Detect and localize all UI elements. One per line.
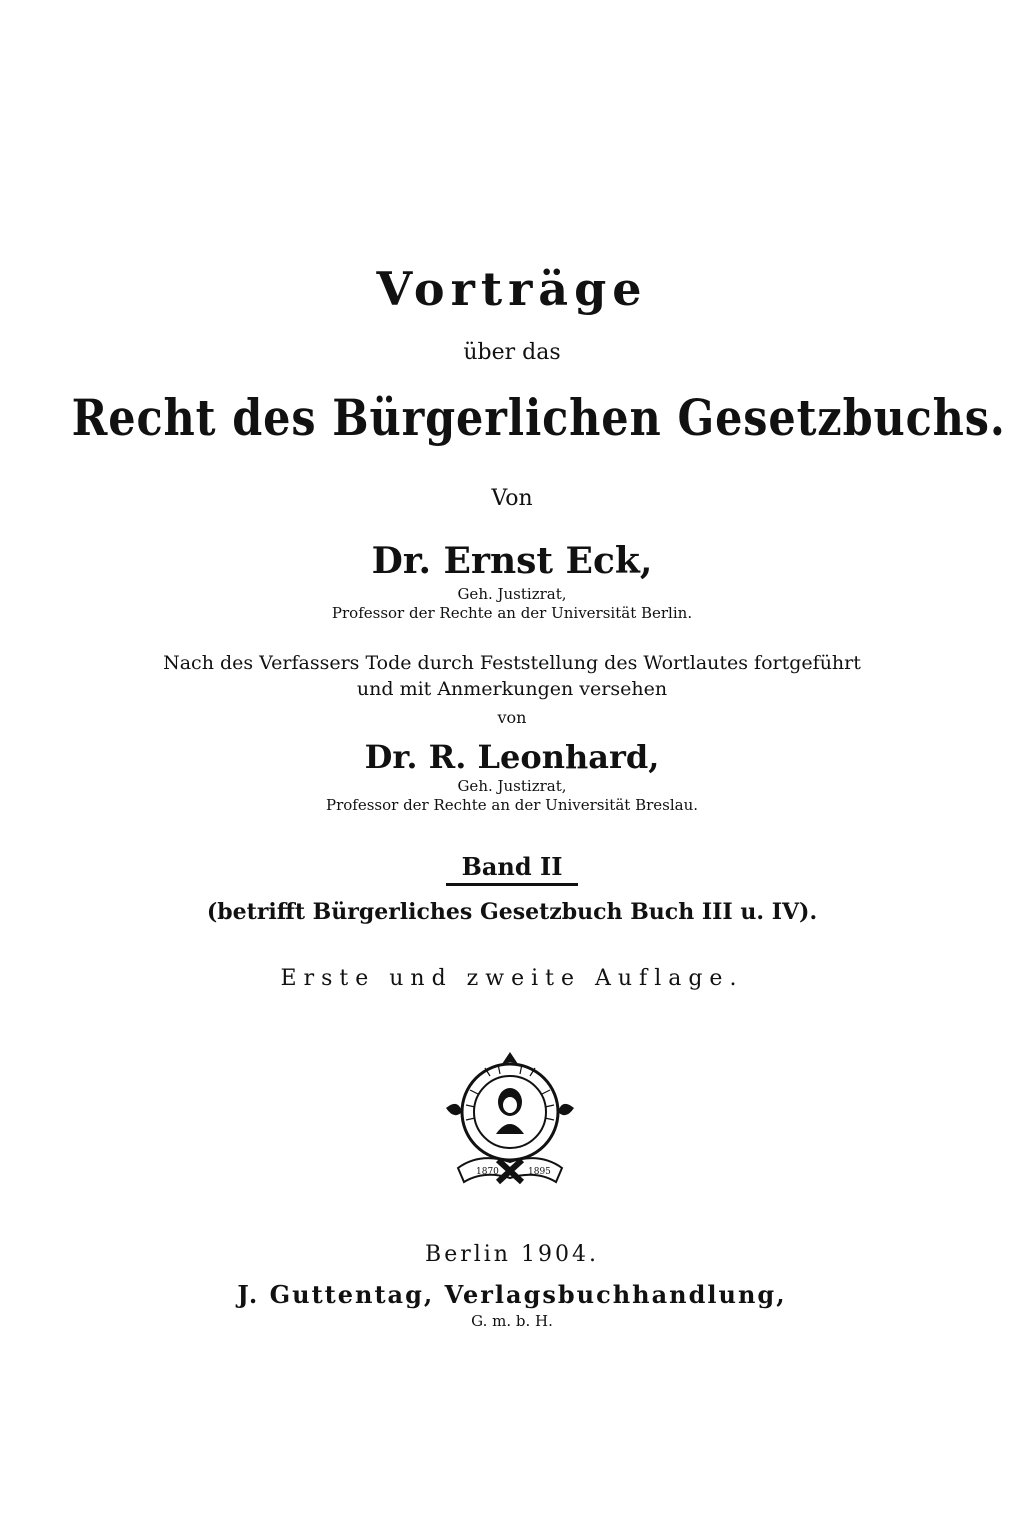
svg-text:1895: 1895 [528,1167,551,1177]
edition-statement: Erste und zweite Auflage. [280,966,744,991]
main-title: Recht des Bürgerlichen Gesetzbuchs. [71,388,1006,447]
imprint-place-year: Berlin 1904. [425,1242,599,1267]
continuation-line-1: Nach des Verfassers Tode durch Feststellung des Wortlautes fortgeführt [163,652,861,674]
publisher-seal-icon [440,1050,580,1195]
volume-note: (betrifft Bürgerliches Gesetzbuch Buch III u. IV). [206,899,818,925]
editor-position: Professor der Rechte an der Universität Breslau. [325,796,699,814]
editor-by-label: von [497,708,527,727]
author-position: Professor der Rechte an der Universität Berlin. [331,604,693,622]
author-name: Dr. Ernst Eck, [371,540,653,582]
continuation-line-2: und mit Anmerkungen versehen [356,678,668,700]
author-title: Geh. Justizrat, [457,585,567,603]
volume-label: Band II [461,852,563,881]
editor-name: Dr. R. Leonhard, [364,738,660,776]
imprint-publisher: J. Guttentag, Verlagsbuchhandlung, [237,1280,787,1309]
editor-title: Geh. Justizrat, [457,777,567,795]
volume-underline [446,883,578,886]
by-label: Von [491,486,533,511]
title-connector: über das [463,340,561,365]
svg-text:1870: 1870 [476,1167,499,1177]
imprint-legal-form: G. m. b. H. [471,1312,553,1330]
book-title: Vorträge [376,262,648,316]
